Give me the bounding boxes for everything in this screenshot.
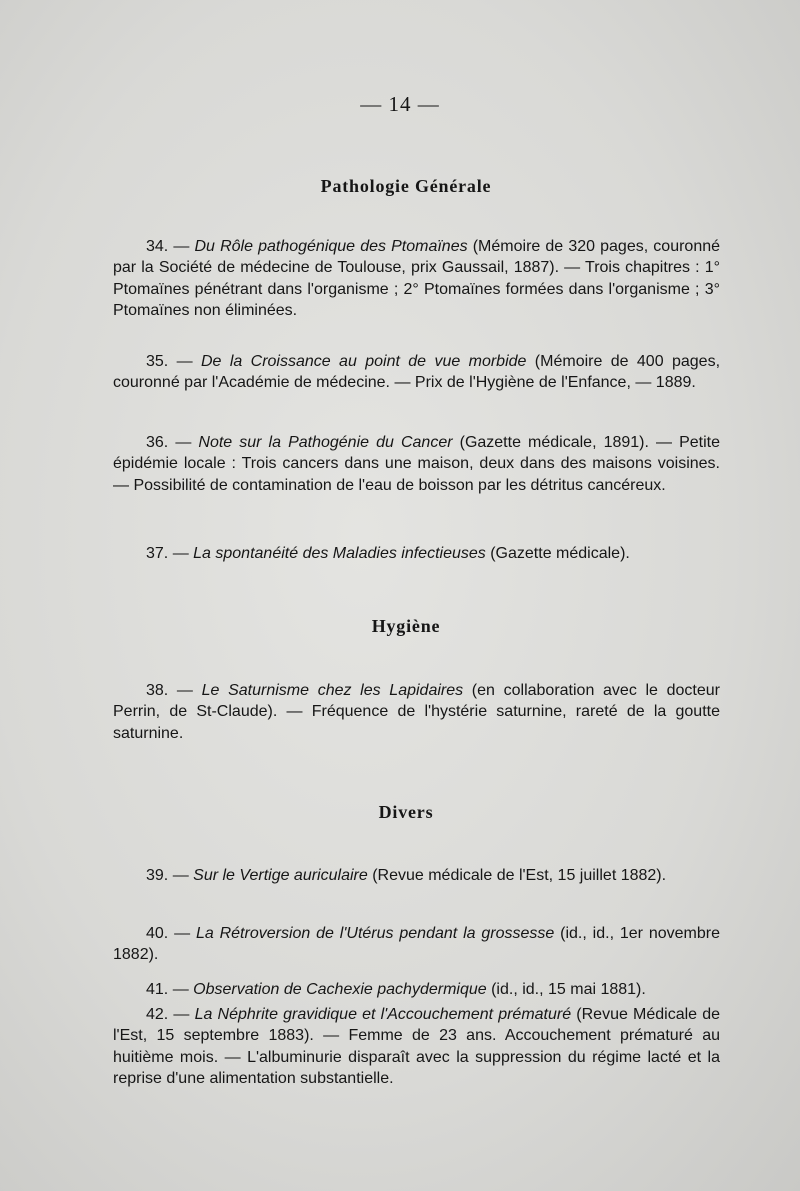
entry-details: (id., id., 1er novembre 1882).: [113, 925, 720, 964]
section-title-divers: Divers: [378, 802, 434, 822]
entry-number: 38.: [146, 682, 169, 699]
entry-title: Note sur la Pathogénie du Cancer: [198, 434, 453, 451]
entry-details: (Mémoire de 400 pages, couronné par l'Académie de médecine. — Prix de l'Hygiène de l'Enfance, — 1889.: [113, 353, 721, 392]
entry-details: (en collaboration avec le docteur Perrin, de St-Claude). — Fréquence de l'hystérie saturnine, rareté de la goutte saturnine.: [113, 682, 720, 742]
entry-number: 34.: [146, 238, 169, 255]
entry-number: 35.: [146, 353, 169, 370]
entry-details: (id., id., 15 mai 1881).: [486, 981, 646, 998]
entry-35: 35. — De la Croissance au point de vue morbide (Mémoire de 400 pages, couronné par l'Académie de médecine. — Prix de l'Hygiène de l'Enfance, — 1889.: [113, 353, 721, 392]
entry-title: La Rétroversion de l'Utérus pendant la grossesse: [195, 925, 555, 942]
entry-36: 36. — Note sur la Pathogénie du Cancer (Gazette médicale, 1891). — Petite épidémie locale : Trois cancers dans une maison, deux dans des maisons voisines. — Possibilité de contamination de l'eau de boisson par les détritus cancéreux.: [113, 434, 721, 494]
entry-37: 37. — La spontanéité des Maladies infectieuses (Gazette médicale).: [146, 545, 630, 562]
entry-number: 42.: [146, 1006, 169, 1023]
entry-39: 39. — Sur le Vertige auriculaire (Revue médicale de l'Est, 15 juillet 1882).: [146, 867, 667, 884]
entry-details: (Mémoire de 320 pages, couronné par la Société de médecine de Toulouse, prix Gaussail, 1887). — Trois chapitres : 1° Ptomaïnes pénétrant dans l'organisme ; 2° Ptomaïnes formées dans l'organisme ; 3° Ptomaïnes non éliminées.: [113, 238, 721, 319]
entry-details: (Revue médicale de l'Est, 15 juillet 1882).: [367, 867, 667, 884]
entry-41: 41. — Observation de Cachexie pachydermique (id., id., 15 mai 1881).: [146, 981, 646, 998]
entry-details: (Gazette médicale).: [485, 545, 630, 562]
entry-number: 41.: [146, 981, 169, 998]
entry-title: De la Croissance au point de vue morbide: [201, 353, 527, 370]
entry-40: 40. — La Rétroversion de l'Utérus pendant la grossesse (id., id., 1er novembre 1882).: [113, 925, 720, 964]
entry-38: 38. — Le Saturnisme chez les Lapidaires (en collaboration avec le docteur Perrin, de St-Claude). — Fréquence de l'hystérie saturnine, rareté de la goutte saturnine.: [113, 682, 720, 742]
entry-title: La Néphrite gravidique et l'Accouchement prématuré: [194, 1006, 572, 1023]
entry-42: 42. — La Néphrite gravidique et l'Accouchement prématuré (Revue Médicale de l'Est, 15 septembre 1883). — Femme de 23 ans. Accouchement prématuré au huitième mois. — L'albuminurie disparaît avec la suppression du régime lacté et la reprise d'une alimentation substantielle.: [113, 1006, 721, 1087]
entry-34: 34. — Du Rôle pathogénique des Ptomaïnes (Mémoire de 320 pages, couronné par la Société de médecine de Toulouse, prix Gaussail, 1887). — Trois chapitres : 1° Ptomaïnes pénétrant dans l'organisme ; 2° Ptomaïnes formées dans l'organisme ; 3° Ptomaïnes non éliminées.: [113, 238, 721, 319]
entry-title: Observation de Cachexie pachydermique: [193, 981, 487, 998]
entry-title: Le Saturnisme chez les Lapidaires: [201, 682, 464, 699]
entry-number: 37.: [146, 545, 169, 562]
entry-title: Sur le Vertige auriculaire: [193, 867, 368, 884]
entry-details: (Revue Médicale de l'Est, 15 septembre 1883). — Femme de 23 ans. Accouchement prématuré au huitième mois. — L'albuminurie disparaît avec la suppression du régime lacté et la reprise d'une alimentation substantielle.: [113, 1006, 721, 1087]
entry-number: 36.: [146, 434, 169, 451]
entry-title: La spontanéité des Maladies infectieuses: [193, 545, 486, 562]
section-title-hygiene: Hygiène: [371, 616, 441, 636]
entry-number: 40.: [146, 925, 169, 942]
entry-title: Du Rôle pathogénique des Ptomaïnes: [194, 238, 468, 255]
entry-details: (Gazette médicale, 1891). — Petite épidémie locale : Trois cancers dans une maison, deux dans des maisons voisines. — Possibilité de contamination de l'eau de boisson par les détritus cancéreux.: [113, 434, 721, 494]
page-number: — 14 —: [360, 92, 440, 116]
section-title-pathologie: Pathologie Générale: [320, 176, 492, 196]
entry-number: 39.: [146, 867, 169, 884]
